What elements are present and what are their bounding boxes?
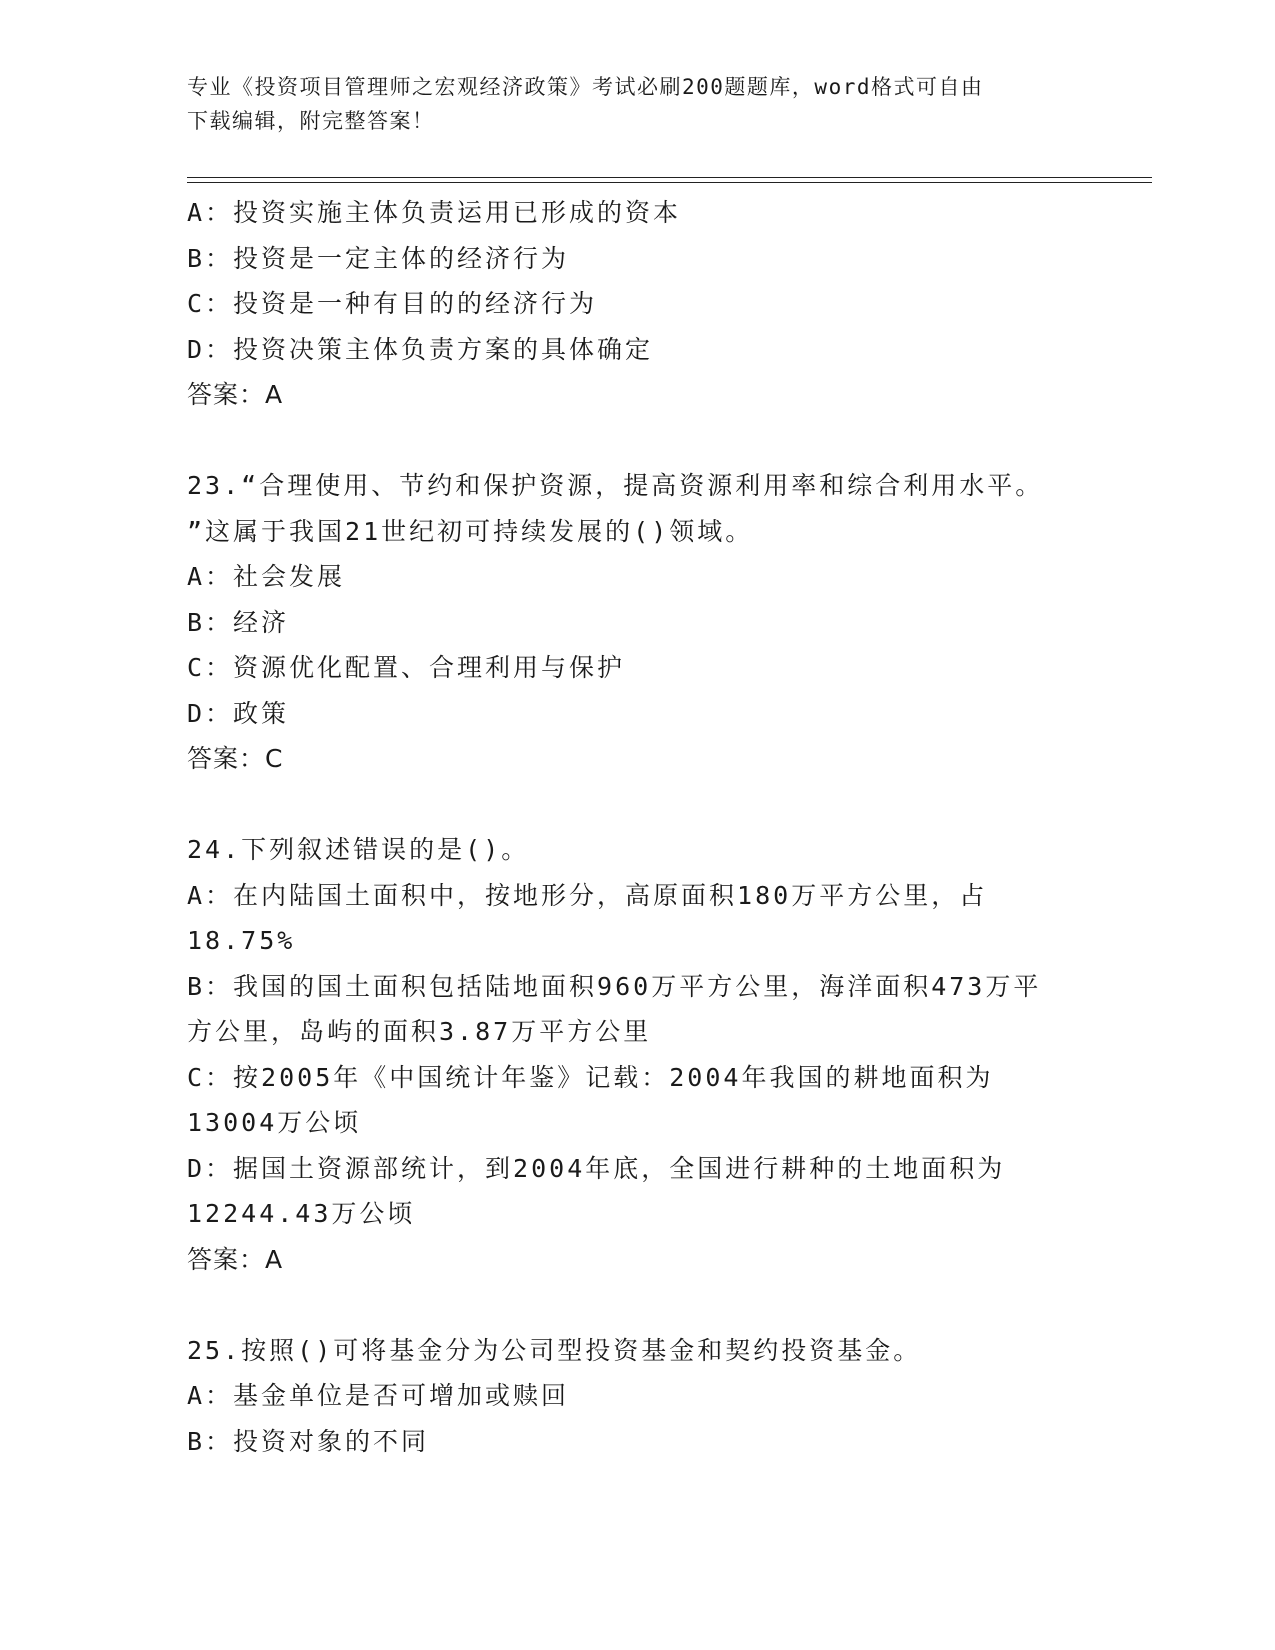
option-d: D：投资决策主体负责方案的具体确定 (187, 334, 654, 364)
question-23 (187, 463, 1087, 782)
header-title-line-2: 下载编辑，附完整答案！ (187, 109, 435, 133)
question-25 (187, 1328, 1087, 1465)
option-a: A：投资实施主体负责运用已形成的资本 (187, 198, 682, 227)
option-b: B：经济 (187, 607, 290, 637)
header-divider-bottom (187, 182, 1152, 183)
question-stem: 25.按照()可将基金分为公司型投资基金和契约投资基金。 (187, 1335, 922, 1365)
document-header (187, 70, 1087, 138)
option-a: A：基金单位是否可增加或赎回 (187, 1381, 570, 1410)
option-a: A：社会发展 (187, 562, 346, 591)
answer: 答案：A (187, 1244, 284, 1274)
answer: 答案：C (187, 744, 284, 773)
header-title-line-1: 专业《投资项目管理师之宏观经济政策》考试必刷200题题库，word格式可自由 (187, 75, 984, 99)
header-divider-top (187, 177, 1152, 178)
option-c: C：投资是一种有目的的经济行为 (187, 289, 598, 318)
option-b-line-2: 方公里，岛屿的面积3.87万平方公里 (187, 1017, 652, 1046)
question-stem-line-2: ”这属于我国21世纪初可持续发展的()领域。 (187, 516, 754, 546)
question-24 (187, 827, 1087, 1282)
option-d-line-1: D：据国土资源部统计，到2004年底，全国进行耕种的土地面积为 (187, 1153, 1006, 1183)
question-22 (187, 190, 1087, 418)
spacer (187, 418, 1087, 464)
option-b: B：投资对象的不同 (187, 1426, 430, 1456)
spacer (187, 782, 1087, 828)
option-d: D：政策 (187, 698, 290, 728)
question-list (187, 190, 1087, 1464)
option-c: C：资源优化配置、合理利用与保护 (187, 653, 626, 682)
option-c-line-1: C：按2005年《中国统计年鉴》记载：2004年我国的耕地面积为 (187, 1062, 994, 1092)
option-a-line-2: 18.75% (187, 926, 296, 955)
option-a-line-1: A：在内陆国土面积中，按地形分，高原面积180万平方公里，占 (187, 880, 988, 910)
option-b-line-1: B：我国的国土面积包括陆地面积960万平方公里，海洋面积473万平 (187, 971, 1042, 1001)
option-d-line-2: 12244.43万公顷 (187, 1199, 416, 1228)
question-stem: 24.下列叙述错误的是()。 (187, 835, 530, 864)
option-b: B：投资是一定主体的经济行为 (187, 243, 570, 273)
question-stem-line-1: 23.“合理使用、节约和保护资源，提高资源利用率和综合利用水平。 (187, 471, 1044, 500)
spacer (187, 1282, 1087, 1328)
answer: 答案：A (187, 380, 284, 409)
option-c-line-2: 13004万公顷 (187, 1108, 362, 1137)
